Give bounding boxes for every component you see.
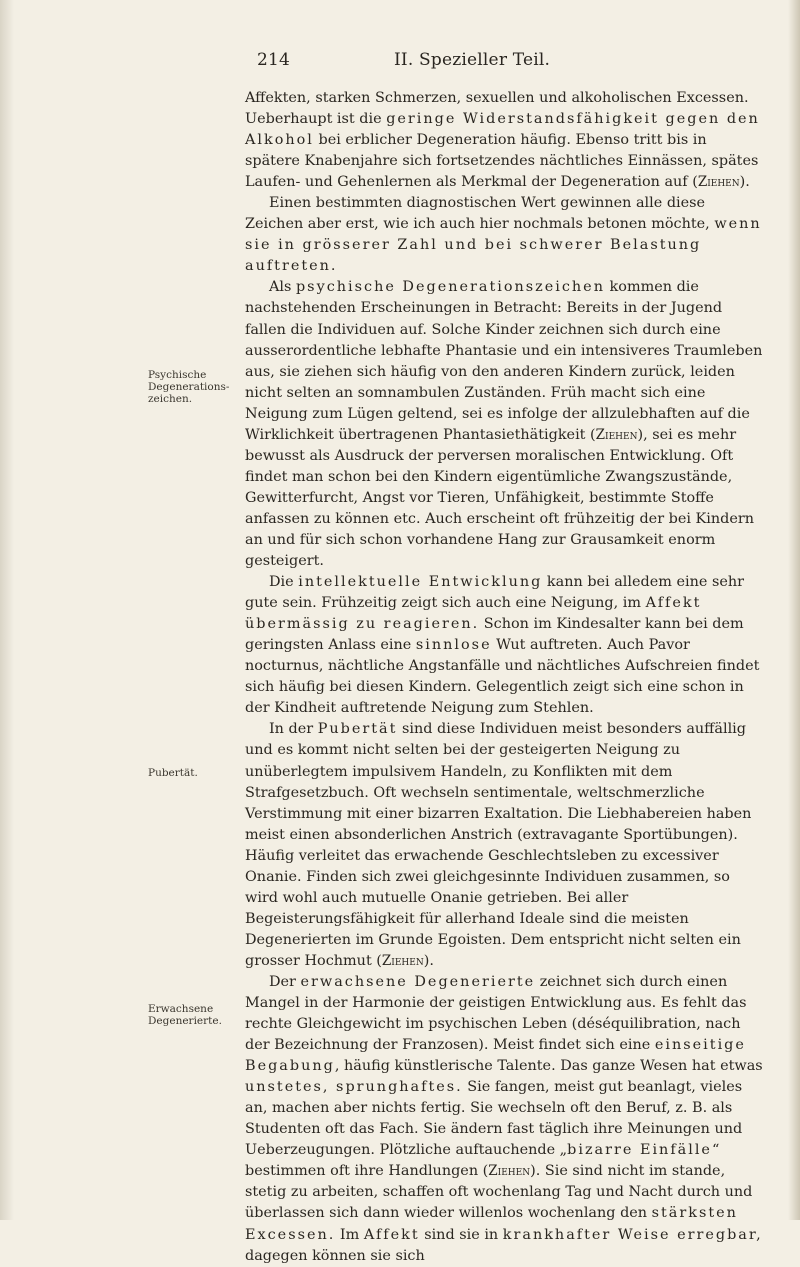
body-text: [245, 88, 765, 1267]
paragraph-5: In der Pubertät sind diese Individuen meist besonders auffällig und es kommt nicht selten bei der gesteigerten Neigung zu unüberlegtem impulsivem Handeln, zu Konflikten mit dem Strafgesetzbuch. Oft wechseln sentimentale, weltschmerzliche Verstimmung mit einer bizarren Exaltation. Die Liebhabereien haben meist einen absonderlichen Anstrich (extravagante Sportübungen). Häufig verleitet das erwachende Geschlechtsleben zu excessiver Onanie. Finden sich zwei gleichgesinnte Individuen zusammen, so wird wohl auch mutuelle Onanie getrieben. Bei aller Begeisterungsfähigkeit für allerhand Ideale sind die meisten Degenerierten im Grunde Egoisten. Dem entspricht nicht selten ein grosser Hochmut (Ziehen).: [245, 721, 752, 969]
page-edge-shadow: [788, 0, 800, 1220]
paragraph-1: Affekten, starken Schmerzen, sexuellen und alkoholischen Excessen. Ueberhaupt ist die geringe Widerstandsfähigkeit gegen den Alkohol bei erblicher Degeneration häufig. Ebenso tritt bis in spätere Knabenjahre sich fortsetzendes nächtliches Einnässen, spätes Laufen- und Gehenlernen als Merkmal der Degeneration auf (Ziehen).: [245, 90, 760, 191]
book-binding-shadow: [0, 0, 14, 1220]
running-head: II. Spezieller Teil.: [394, 50, 551, 70]
paragraph-4: Die intellektuelle Entwicklung kann bei alledem eine sehr gute sein. Frühzeitig zeigt sich auch eine Neigung, im Affekt übermässig zu reagieren. Schon im Kindesalter kann bei dem geringsten Anlass eine sinnlose Wut auftreten. Auch Pavor nocturnus, nächtliche Angstanfälle und nächtliches Aufschreien findet sich häufig bei diesen Kindern. Gelegentlich zeigt sich eine schon in der Kindheit auftretende Neigung zum Stehlen.: [245, 574, 760, 717]
margin-note-psychische: Psychische Degenerations-zeichen.: [148, 369, 230, 405]
paragraph-2: Einen bestimmten diagnostischen Wert gewinnen alle diese Zeichen aber erst, wie ich auch hier nochmals betonen möchte, wenn sie in grösserer Zahl und bei schwerer Belastung auftreten.: [245, 195, 762, 275]
paragraph-6: Der erwachsene Degenerierte zeichnet sich durch einen Mangel in der Harmonie der geistigen Entwicklung aus. Es fehlt das rechte Gleichgewicht im psychischen Leben (déséquilibration, nach der Bezeichnung der Franzosen). Meist findet sich eine einseitige Begabung, häufig künstlerische Talente. Das ganze Wesen hat etwas unstetes, sprunghaftes. Sie fangen, meist gut beanlagt, vieles an, machen aber nichts fertig. Sie wechseln oft den Beruf, z. B. als Studenten oft das Fach. Sie ändern fast täglich ihre Meinungen und Ueberzeugungen. Plötzliche auftauchende „bizarre Einfälle“ bestimmen oft ihre Handlungen (Ziehen). Sie sind nicht im stande, stetig zu arbeiten, schaffen oft wochenlang Tag und Nacht durch und überlassen sich dann wieder willenlos wochenlang den stärksten Excessen. Im Affekt sind sie in krankhafter Weise erregbar, dagegen können sie sich: [245, 973, 763, 1264]
margin-note-pubertaet: Pubertät.: [148, 767, 198, 779]
page-number: 214: [257, 50, 291, 70]
paragraph-3: Als psychische Degenerationszeichen kommen die nachstehenden Erscheinungen in Betracht: Bereits in der Jugend fallen die Individuen auf. Solche Kinder zeichnen sich durch eine ausserordentliche lebhafte Phantasie und ein intensiveres Traumleben aus, sie ziehen sich häufig von den anderen Kindern zurück, leiden nicht selten an somnambulen Zuständen. Früh macht sich eine Neigung zum Lügen geltend, sei es infolge der allzulebhaften auf die Wirklichkeit übertragenen Phantasiethätigkeit (Ziehen), sei es mehr bewusst als Ausdruck der perversen moralischen Entwicklung. Oft findet man schon bei den Kindern eigentümliche Zwangszustände, Gewitterfurcht, Angst vor Tieren, Unfähigkeit, bestimmte Stoffe anfassen zu können etc. Auch erscheint oft frühzeitig der bei Kindern an und für sich schon vorhandene Hang zur Grausamkeit enorm gesteigert.: [245, 279, 763, 570]
margin-note-erwachsene: Erwachsene Degenerierte.: [148, 1003, 222, 1027]
